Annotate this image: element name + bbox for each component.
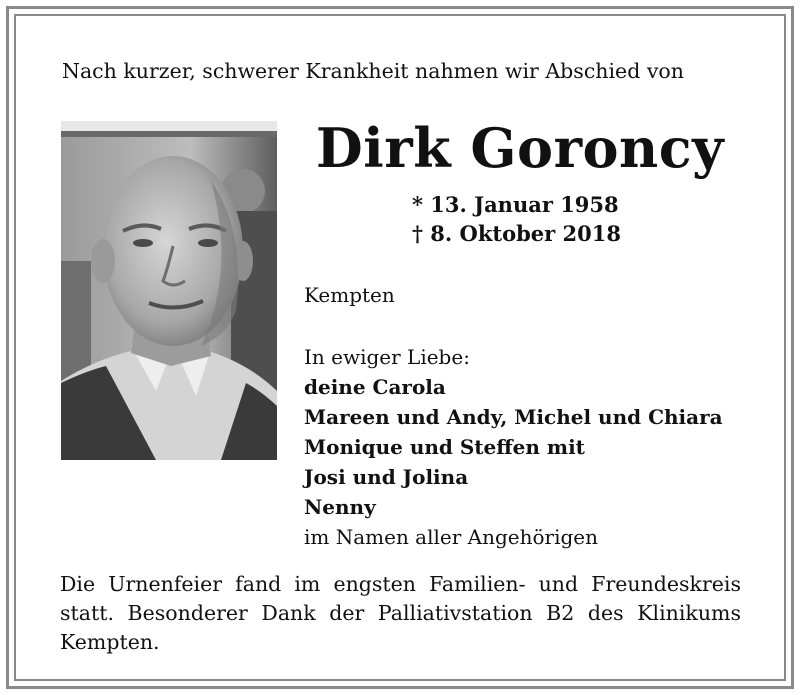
portrait-image — [61, 121, 277, 460]
intro-line: Nach kurzer, schwerer Krankheit nahmen wir Abschied von — [62, 59, 684, 83]
closing-text: Die Urnenfeier fand im engsten Familien- und Freundeskreis statt. Besonderer Dank der Palliativstation B2 des Klinikums Kempten. — [60, 572, 741, 654]
portrait-photo — [61, 121, 277, 460]
mourner-name: deine Carola — [304, 375, 446, 399]
city: Kempten — [304, 283, 395, 307]
deceased-name: Dirk Goroncy — [315, 116, 725, 180]
birth-date: * 13. Januar 1958 — [412, 192, 619, 217]
mourner-name: Monique und Steffen mit — [304, 435, 585, 459]
mourner-name: Josi und Jolina — [304, 465, 469, 489]
mourner-name: Mareen und Andy, Michel und Chiara — [304, 405, 723, 429]
death-date: † 8. Oktober 2018 — [412, 221, 621, 246]
mourners-footer: im Namen aller Angehörigen — [304, 525, 599, 549]
life-dates — [412, 190, 621, 248]
mourner-name: Nenny — [304, 495, 376, 519]
mourners-heading: In ewiger Liebe: — [304, 345, 470, 369]
mourners-block — [304, 342, 723, 552]
